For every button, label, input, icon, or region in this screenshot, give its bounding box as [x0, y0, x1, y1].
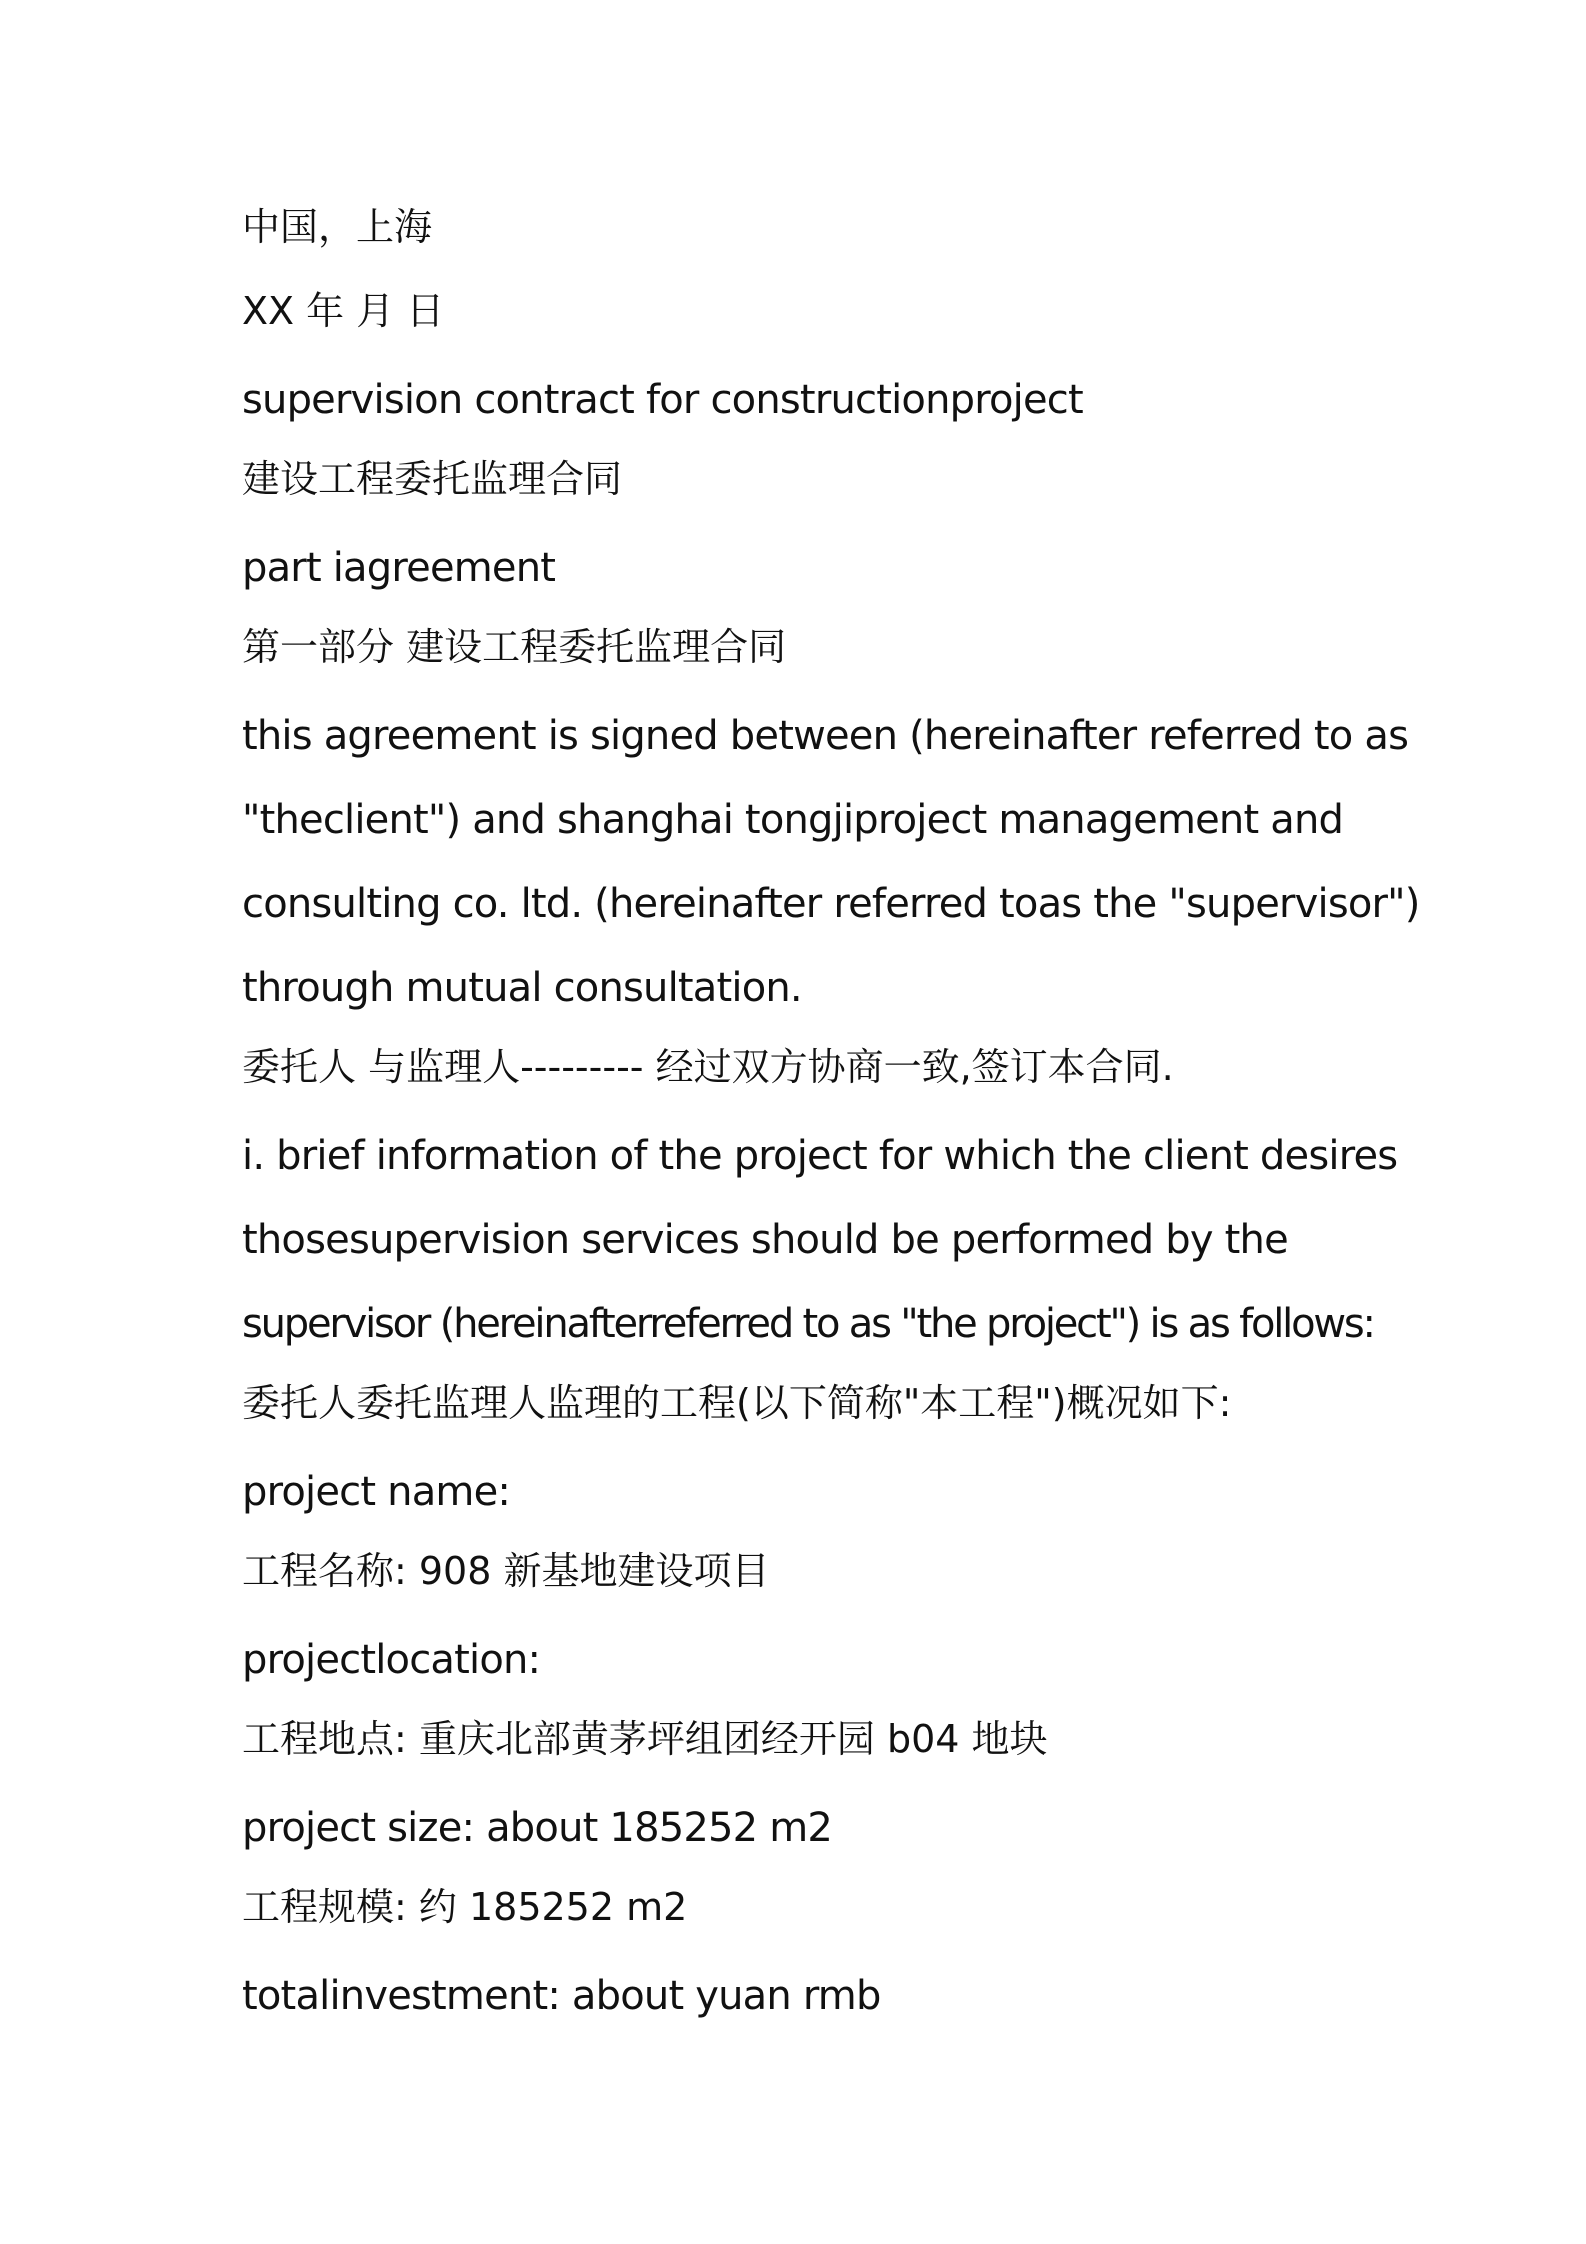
paragraph-line: consulting co. ltd. (hereinafter referred toas the "supervisor")	[242, 881, 1420, 927]
paragraph-line: this agreement is signed between (hereinafter referred to as	[242, 713, 1409, 759]
field-label-en: projectlocation:	[242, 1637, 541, 1683]
part-heading-zh: 第一部分 建设工程委托监理合同	[242, 625, 787, 669]
field-label-en: project name:	[242, 1469, 511, 1515]
paragraph-line: "theclient") and shanghai tongjiproject management and	[242, 797, 1344, 843]
paragraph-line-zh: 委托人委托监理人监理的工程(以下简称"本工程")概况如下:	[242, 1381, 1232, 1425]
part-heading-en: part iagreement	[242, 545, 556, 591]
paragraph-line: supervisor (hereinafterreferred to as "the project") is as follows:	[242, 1301, 1374, 1347]
field-value-zh: 工程地点: 重庆北部黄茅坪组团经开园 b04 地块	[242, 1717, 1048, 1761]
field-value-zh: 工程名称: 908 新基地建设项目	[242, 1549, 770, 1593]
paragraph-line: thosesupervision services should be performed by the	[242, 1217, 1288, 1263]
date-line: XX 年 月 日	[242, 289, 445, 333]
paragraph-line-zh: 委托人 与监理人--------- 经过双方协商一致,签订本合同.	[242, 1045, 1174, 1089]
place-line: 中国，上海	[242, 205, 433, 249]
contract-title-en: supervision contract for constructionproject	[242, 377, 1083, 423]
field-value-zh: 工程规模: 约 185252 m2	[242, 1885, 688, 1929]
contract-title-zh: 建设工程委托监理合同	[242, 457, 623, 501]
field-label-en: totalinvestment: about yuan rmb	[242, 1973, 881, 2019]
field-label-en: project size: about 185252 m2	[242, 1805, 833, 1851]
paragraph-line: i. brief information of the project for which the client desires	[242, 1133, 1398, 1179]
paragraph-line: through mutual consultation.	[242, 965, 802, 1011]
